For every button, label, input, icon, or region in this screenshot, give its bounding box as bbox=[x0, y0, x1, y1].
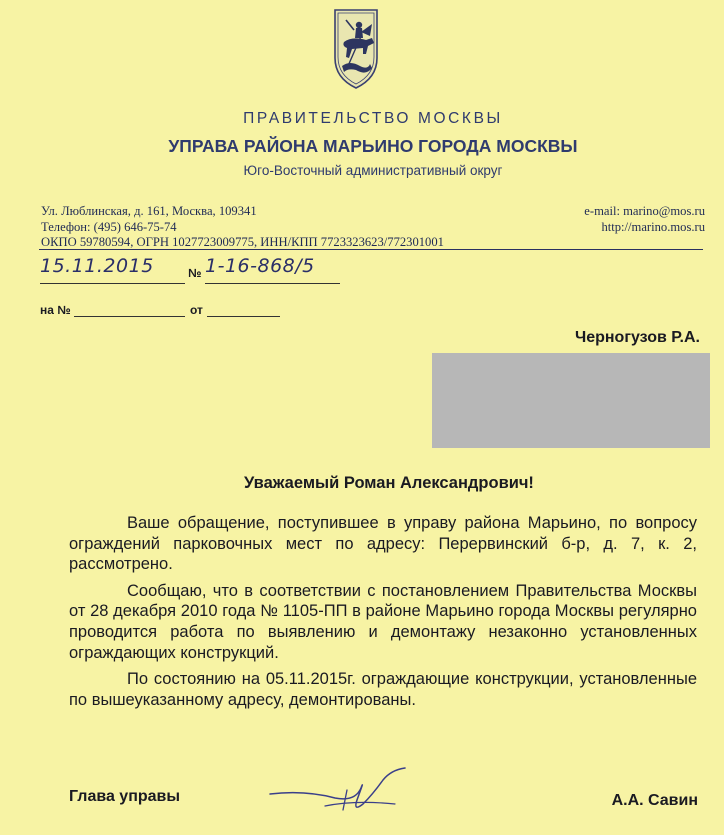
moscow-coat-of-arms-icon bbox=[332, 8, 380, 90]
phone-line: Телефон: (495) 646-75-74 bbox=[41, 219, 177, 234]
reply-to-line bbox=[74, 316, 185, 317]
district-subtitle: Юго-Восточный административный округ bbox=[243, 163, 503, 178]
greeting: Уважаемый Роман Александрович! bbox=[244, 474, 534, 492]
website-line: http://marino.mos.ru bbox=[601, 219, 705, 234]
reply-to-label: на № bbox=[40, 303, 71, 317]
paragraph-1: Ваше обращение, поступившее в управу района Марьино, по вопросу ограждений парковочных мест по адресу: Перервинский б-р, д. 7, к. 2, рассмотрено. bbox=[69, 514, 697, 574]
paragraph-2: Сообщаю, что в соответствии с постановлением Правительства Москвы от 28 декабря 2010 года № 1105-ПП в районе Марьино города Москвы регулярно проводится работа по выявлению и демонтажу незаконно установленных ограждающих конструкций. bbox=[69, 581, 697, 662]
from-line bbox=[207, 316, 280, 317]
contact-block-left bbox=[41, 204, 444, 251]
registration-date: 15.11.2015 bbox=[40, 255, 154, 277]
registration-number-label: № bbox=[188, 266, 202, 280]
contact-block-right bbox=[584, 204, 705, 235]
paragraph-3: По состоянию на 05.11.2015г. ограждающие конструкции, установленные по вышеуказанному адресу, демонтированы. bbox=[69, 670, 697, 709]
addressee-name: Черногузов Р.А. bbox=[574, 329, 700, 346]
from-label: от bbox=[190, 303, 203, 317]
registration-number-field bbox=[205, 255, 340, 284]
organization-title: УПРАВА РАЙОНА МАРЬИНО ГОРОДА МОСКВЫ bbox=[168, 136, 578, 156]
email-line: e-mail: marino@mos.ru bbox=[584, 204, 705, 218]
letter-body bbox=[69, 513, 697, 716]
address-line: Ул. Люблинская, д. 161, Москва, 109341 bbox=[41, 204, 257, 218]
registration-date-field bbox=[40, 255, 185, 284]
registration-number: 1-16-868/5 bbox=[205, 255, 315, 277]
header-divider bbox=[39, 249, 703, 250]
government-title: ПРАВИТЕЛЬСТВО МОСКВЫ bbox=[243, 110, 503, 127]
signatory-title: Глава управы bbox=[69, 788, 181, 805]
handwritten-signature bbox=[265, 760, 415, 820]
signatory-name: А.А. Савин bbox=[611, 792, 698, 809]
redacted-address-block bbox=[432, 353, 710, 448]
codes-line: ОКПО 59780594, ОГРН 1027723009775, ИНН/КПП 7723323623/772301001 bbox=[41, 235, 444, 249]
